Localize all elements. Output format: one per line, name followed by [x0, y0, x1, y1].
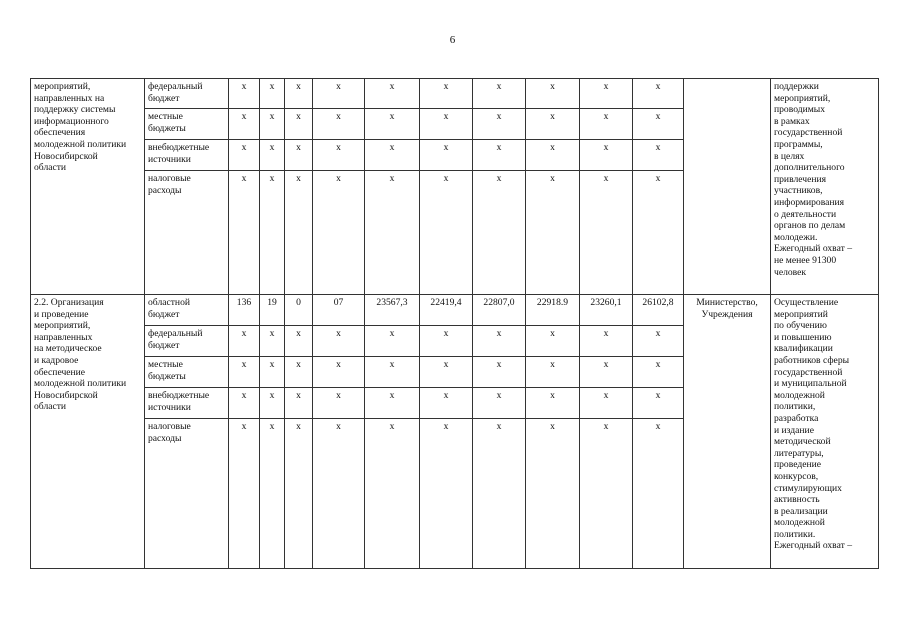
value-cell: х — [473, 357, 526, 388]
value-cell: х — [313, 171, 365, 295]
source-cell: внебюджетные источники — [145, 388, 229, 419]
source-cell: областной бюджет — [145, 295, 229, 326]
value-cell: х — [580, 109, 633, 140]
value-cell: х — [473, 419, 526, 569]
value-cell: х — [633, 357, 684, 388]
value-cell: х — [580, 357, 633, 388]
result-cell: поддержки мероприятий, проводимых в рамках государственной программы, в целях дополнительного привлечения участников, информирования о деятельности органов по делам молодежи. Ежегодный охват – не менее 91300 человек — [771, 79, 879, 295]
value-cell: х — [633, 109, 684, 140]
value-cell: х — [229, 388, 260, 419]
value-cell: 0 — [285, 295, 313, 326]
value-cell: х — [473, 79, 526, 109]
value-cell: х — [285, 109, 313, 140]
value-cell: х — [580, 171, 633, 295]
value-cell: х — [420, 79, 473, 109]
value-cell: х — [580, 388, 633, 419]
value-cell: х — [365, 326, 420, 357]
value-cell: х — [526, 419, 580, 569]
value-cell: х — [633, 419, 684, 569]
result-cell: Осуществление мероприятий по обучению и повышению квалификации работников сферы государственной и муниципальной молодежной политики, разработка и издание методической литературы, проведение конкурсов, стимулирующих активность в реализации молодежной политики. Ежегодный охват – — [771, 295, 879, 569]
value-cell: х — [260, 357, 285, 388]
value-cell: х — [260, 326, 285, 357]
value-cell: х — [260, 419, 285, 569]
value-cell: х — [313, 109, 365, 140]
source-cell: налоговые расходы — [145, 171, 229, 295]
value-cell: х — [473, 388, 526, 419]
value-cell: х — [285, 326, 313, 357]
value-cell: 136 — [229, 295, 260, 326]
value-cell: х — [580, 326, 633, 357]
value-cell: х — [260, 388, 285, 419]
program-table — [30, 78, 879, 569]
value-cell: 23260,1 — [580, 295, 633, 326]
value-cell: х — [313, 326, 365, 357]
value-cell: х — [313, 140, 365, 171]
value-cell: х — [473, 140, 526, 171]
source-cell: местные бюджеты — [145, 109, 229, 140]
executor-cell: Министерство, Учреждения — [684, 295, 771, 569]
value-cell: х — [526, 171, 580, 295]
value-cell: 23567,3 — [365, 295, 420, 326]
value-cell: х — [229, 109, 260, 140]
table-row — [31, 295, 879, 326]
value-cell: х — [420, 357, 473, 388]
value-cell: х — [526, 326, 580, 357]
value-cell: х — [526, 109, 580, 140]
page-number: 6 — [449, 34, 456, 46]
value-cell: х — [365, 171, 420, 295]
value-cell: х — [285, 419, 313, 569]
value-cell: х — [420, 388, 473, 419]
value-cell: х — [473, 171, 526, 295]
value-cell: х — [285, 79, 313, 109]
value-cell: х — [633, 140, 684, 171]
value-cell: х — [285, 357, 313, 388]
value-cell: х — [365, 388, 420, 419]
value-cell: х — [365, 79, 420, 109]
value-cell: х — [420, 419, 473, 569]
value-cell: х — [420, 109, 473, 140]
value-cell: х — [420, 326, 473, 357]
value-cell: х — [313, 388, 365, 419]
value-cell: х — [365, 419, 420, 569]
table-row — [31, 79, 879, 109]
value-cell: 07 — [313, 295, 365, 326]
value-cell: х — [526, 357, 580, 388]
value-cell: х — [229, 419, 260, 569]
value-cell: х — [580, 140, 633, 171]
measure-cell: мероприятий, направленных на поддержку системы информационного обеспечения молодежной политики Новосибирской области — [31, 79, 145, 295]
value-cell: х — [633, 79, 684, 109]
value-cell: 19 — [260, 295, 285, 326]
value-cell: х — [313, 419, 365, 569]
measure-cell: 2.2. Организация и проведение мероприятий, направленных на методическое и кадровое обеспечение молодежной политики Новосибирской области — [31, 295, 145, 569]
value-cell: х — [229, 357, 260, 388]
value-cell: 22419,4 — [420, 295, 473, 326]
value-cell: 26102,8 — [633, 295, 684, 326]
value-cell: х — [580, 79, 633, 109]
value-cell: х — [260, 109, 285, 140]
source-cell: внебюджетные источники — [145, 140, 229, 171]
value-cell: х — [526, 140, 580, 171]
value-cell: х — [473, 109, 526, 140]
source-cell: местные бюджеты — [145, 357, 229, 388]
value-cell: х — [365, 140, 420, 171]
source-cell: федеральный бюджет — [145, 326, 229, 357]
value-cell: х — [420, 171, 473, 295]
value-cell: х — [229, 326, 260, 357]
value-cell: х — [285, 388, 313, 419]
value-cell: х — [473, 326, 526, 357]
value-cell: х — [285, 140, 313, 171]
value-cell: х — [260, 171, 285, 295]
value-cell: х — [229, 171, 260, 295]
source-cell: федеральный бюджет — [145, 79, 229, 109]
value-cell: х — [260, 140, 285, 171]
value-cell: х — [633, 388, 684, 419]
value-cell: 22807,0 — [473, 295, 526, 326]
value-cell: х — [313, 357, 365, 388]
value-cell: х — [365, 109, 420, 140]
value-cell: х — [229, 79, 260, 109]
executor-cell — [684, 79, 771, 295]
value-cell: х — [526, 79, 580, 109]
value-cell: х — [633, 326, 684, 357]
source-cell: налоговые расходы — [145, 419, 229, 569]
value-cell: х — [365, 357, 420, 388]
value-cell: х — [313, 79, 365, 109]
value-cell: х — [526, 388, 580, 419]
value-cell: х — [260, 79, 285, 109]
value-cell: х — [580, 419, 633, 569]
value-cell: х — [285, 171, 313, 295]
value-cell: х — [229, 140, 260, 171]
value-cell: х — [420, 140, 473, 171]
value-cell: х — [633, 171, 684, 295]
value-cell: 22918.9 — [526, 295, 580, 326]
